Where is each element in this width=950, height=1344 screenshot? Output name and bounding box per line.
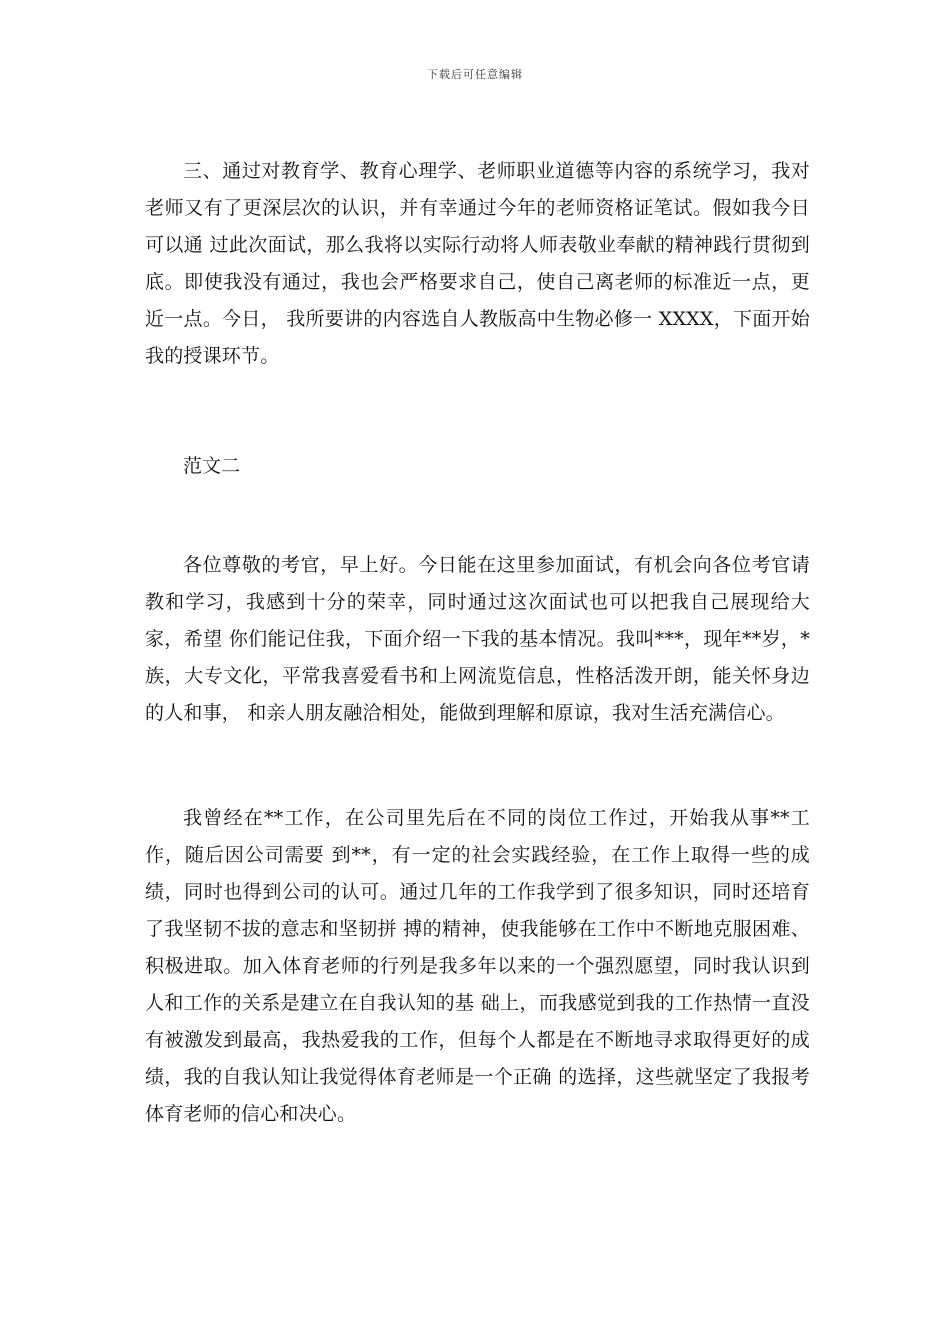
page-header: 下载后可任意编辑 [427,68,523,81]
paragraph-2: 各位尊敬的考官，早上好。今日能在这里参加面试，有机会向各位考官请教和学习，我感到十分的荣幸，同时通过这次面试也可以把我自己展现给大家，希望 你们能记住我，下面介绍一下我的基本情况。我叫***，现年**岁，*族，大专文化，平常我喜爱看书和上网流览信息，性格活泼开朗，能关怀身边的人和事， 和亲人朋友融洽相处，能做到理解和原谅，我对生活充满信心。 [145,554,810,724]
section-heading: 范文二 [183,455,241,477]
paragraph-1: 三、通过对教育学、教育心理学、老师职业道德等内容的系统学习，我对老师又有了更深层次的认识，并有幸通过今年的老师资格证笔试。假如我今日可以通 过此次面试，那么我将以实际行动将人师表敬业奉献的精神践行贯彻到底。即使我没有通过，我也会严格要求自己，使自己离老师的标准近一点，更近一点。今日， 我所要讲的内容选自人教版高中生物必修一 XXXX，下面开始我的授课环节。 [145,160,810,367]
paragraph-3: 我曾经在**工作，在公司里先后在不同的岗位工作过，开始我从事**工作，随后因公司需要 到**，有一定的社会实践经验，在工作上取得一些的成绩，同时也得到公司的认可。通过几年的工作我学到了很多知识，同时还培育了我坚韧不拔的意志和坚韧拼 搏的精神，使我能够在工作中不断地克服困难、积极进取。加入体育老师的行列是我多年以来的一个强烈愿望，同时我认识到人和工作的关系是建立在自我认知的基 础上，而我感觉到我的工作热情一直没有被激发到最高，我热爱我的工作，但每个人都是在不断地寻求取得更好的成绩，我的自我认知让我觉得体育老师是一个正确 的选择，这些就坚定了我报考体育老师的信心和决心。 [145,807,810,1125]
